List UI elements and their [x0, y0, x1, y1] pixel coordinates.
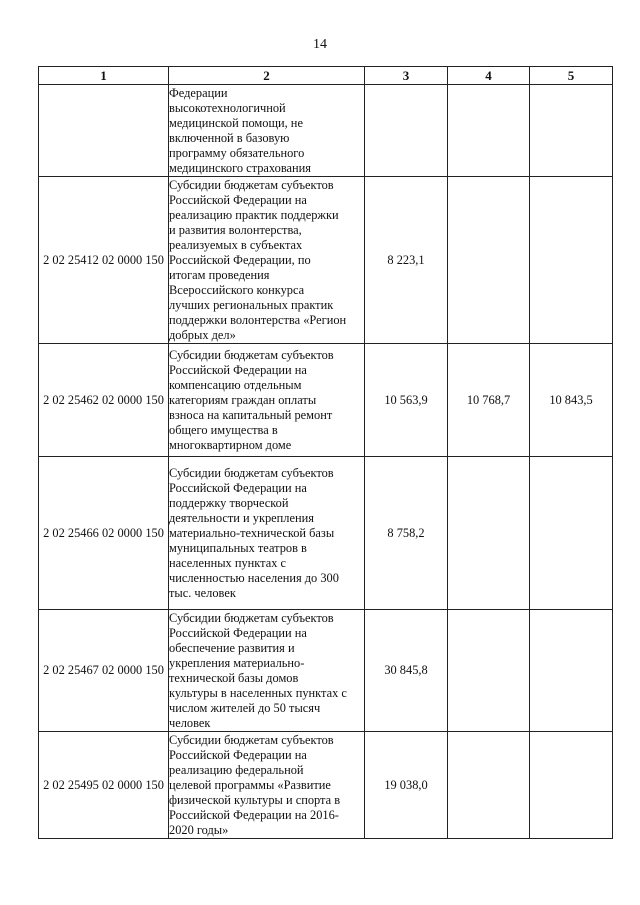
row-description — [169, 457, 365, 610]
table-row — [39, 85, 613, 177]
row-value-col3: 19 038,0 — [365, 732, 448, 839]
header-col-2: 2 — [169, 67, 365, 85]
header-col-3: 3 — [365, 67, 448, 85]
row-code: 2 02 25467 02 0000 150 — [39, 610, 169, 732]
row-description-text: Субсидии бюджетам субъектов Российской Федерации на поддержку творческой деятельности и укрепления материально-технической базы муниципальных театров в населенных пунктах с численностью населения до 300 тыс. человек — [169, 466, 339, 600]
header-col-5: 5 — [530, 67, 613, 85]
row-description — [169, 85, 365, 177]
row-description-text: Субсидии бюджетам субъектов Российской Федерации на реализацию федеральной целевой программы «Развитие физической культуры и спорта в Российской Федерации на 2016- 2020 годы» — [169, 733, 341, 837]
row-code: 2 02 25462 02 0000 150 — [39, 344, 169, 457]
row-description-text: Субсидии бюджетам субъектов Российской Федерации на компенсацию отдельным категориям граждан оплаты взноса на капитальный ремонт общего имущества в многоквартирном доме — [169, 348, 334, 452]
row-description-text: Федерации высокотехнологичной медицинской помощи, не включенной в базовую программу обязательного медицинского страхования — [169, 86, 311, 175]
row-value-col4 — [448, 177, 530, 344]
row-value-col3: 10 563,9 — [365, 344, 448, 457]
row-value-col3: 30 845,8 — [365, 610, 448, 732]
header-col-1: 1 — [39, 67, 169, 85]
row-description — [169, 344, 365, 457]
row-value-col5 — [530, 457, 613, 610]
row-value-col4 — [448, 457, 530, 610]
row-value-col4: 10 768,7 — [448, 344, 530, 457]
table-row — [39, 344, 613, 457]
row-value-col4 — [448, 610, 530, 732]
row-value-col4 — [448, 85, 530, 177]
budget-table — [38, 66, 613, 839]
row-description-text: Субсидии бюджетам субъектов Российской Федерации на обеспечение развития и укрепления материально- технической базы домов культуры в населенных пунктах с числом жителей до 50 тысяч человек — [169, 611, 347, 730]
row-value-col5 — [530, 177, 613, 344]
header-col-4: 4 — [448, 67, 530, 85]
row-value-col3: 8 223,1 — [365, 177, 448, 344]
row-description — [169, 610, 365, 732]
row-code — [39, 85, 169, 177]
row-description — [169, 732, 365, 839]
row-description — [169, 177, 365, 344]
row-value-col5 — [530, 610, 613, 732]
row-value-col4 — [448, 732, 530, 839]
row-code: 2 02 25412 02 0000 150 — [39, 177, 169, 344]
row-description-text: Субсидии бюджетам субъектов Российской Федерации на реализацию практик поддержки и развития волонтерства, реализуемых в субъектах Российской Федерации, по итогам проведения Всероссийского конкурса лучших региональных практик поддержки волонтерства «Регион добрых дел» — [169, 178, 347, 342]
row-value-col5 — [530, 732, 613, 839]
table-row — [39, 177, 613, 344]
table-row — [39, 732, 613, 839]
table-header-row — [39, 67, 613, 85]
row-code: 2 02 25466 02 0000 150 — [39, 457, 169, 610]
table-row — [39, 457, 613, 610]
row-value-col5: 10 843,5 — [530, 344, 613, 457]
row-value-col3: 8 758,2 — [365, 457, 448, 610]
row-value-col5 — [530, 85, 613, 177]
table-row — [39, 610, 613, 732]
row-value-col3 — [365, 85, 448, 177]
row-code: 2 02 25495 02 0000 150 — [39, 732, 169, 839]
page-number: 14 — [313, 37, 327, 52]
